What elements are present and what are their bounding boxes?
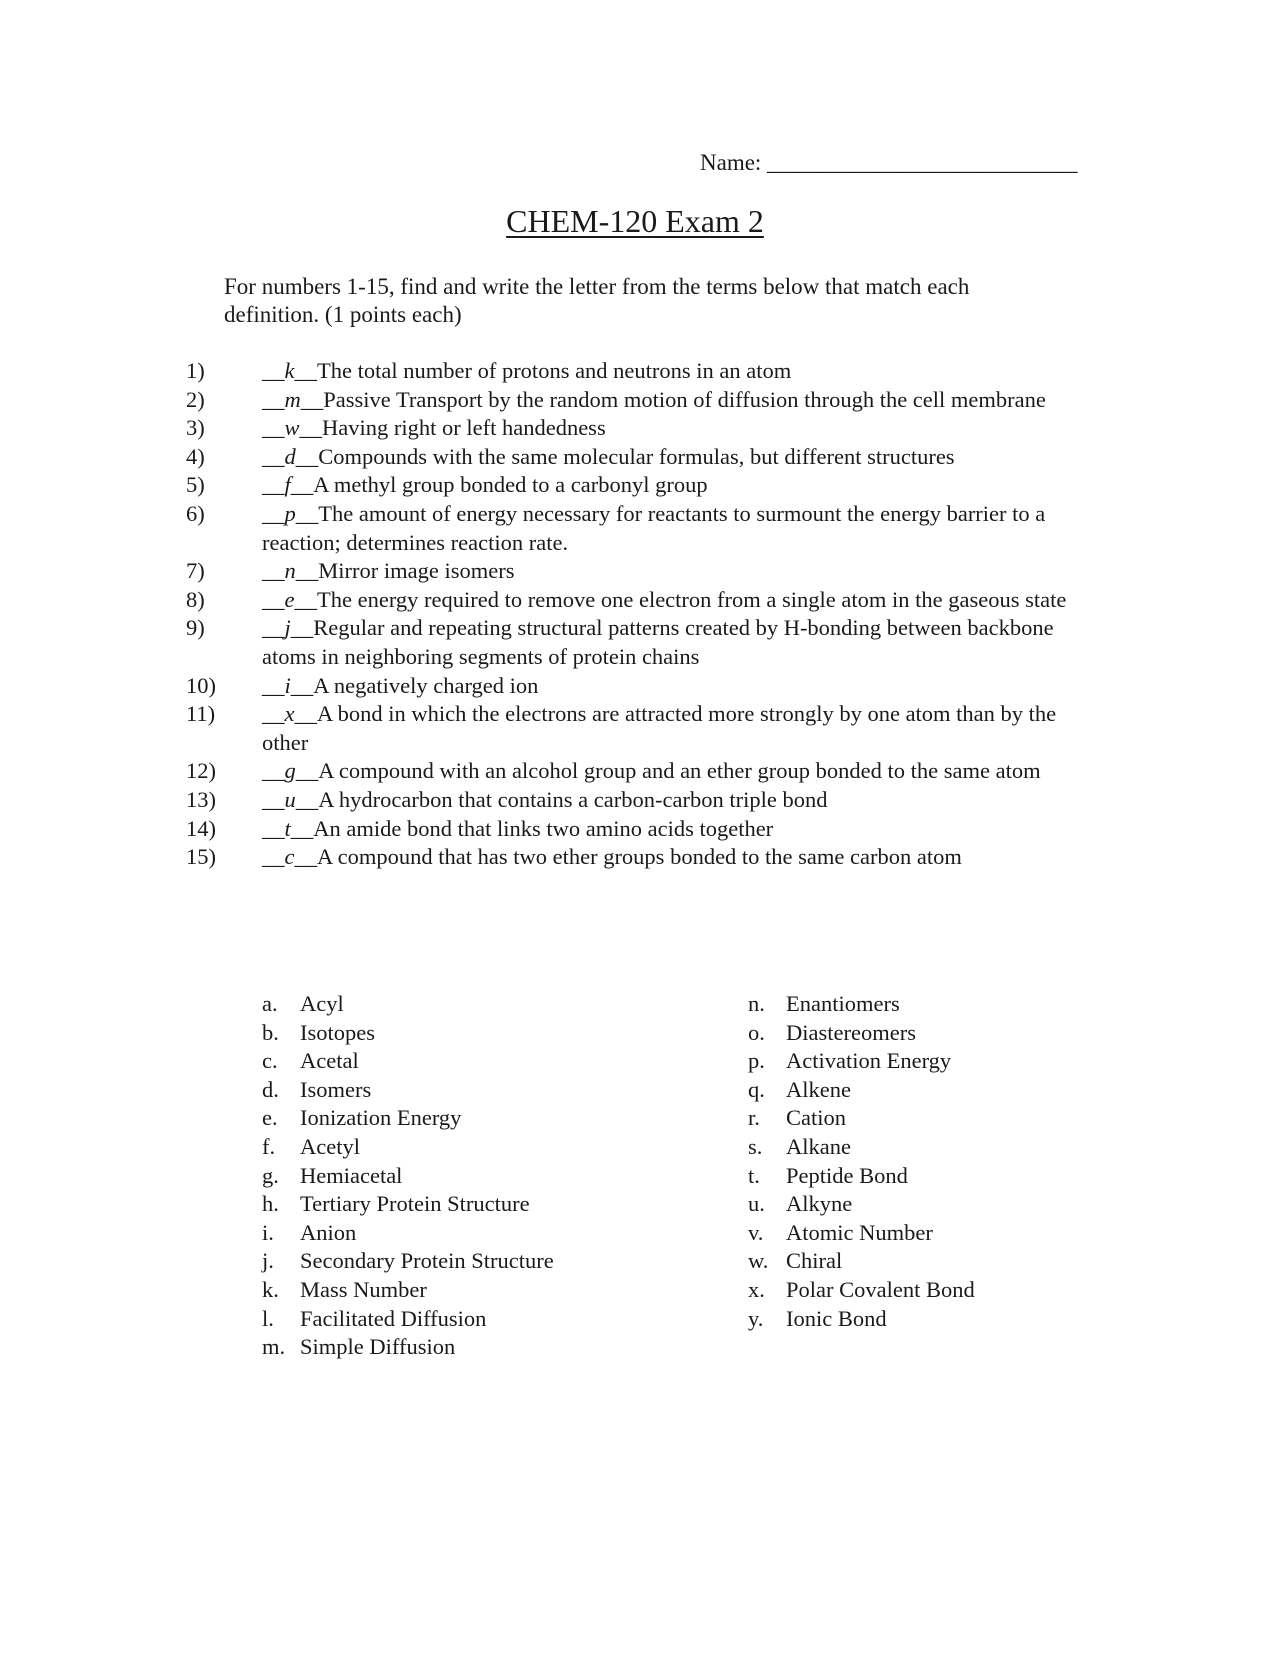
question-text: A compound that has two ether groups bonded to the same carbon atom (317, 844, 962, 870)
question-item (0, 815, 1280, 844)
term-letter: m. (262, 1334, 286, 1360)
term-letter: t. (748, 1162, 760, 1188)
term-letter: g. (262, 1162, 279, 1188)
question-body: __f__A methyl group bonded to a carbonyl group (262, 472, 708, 498)
question-item (0, 786, 1280, 815)
term-letter: q. (748, 1076, 765, 1102)
term-letter: j. (262, 1248, 274, 1274)
term-item (748, 1076, 975, 1105)
question-body: __n__Mirror image isomers (262, 558, 515, 584)
question-item (0, 500, 1280, 557)
term-letter: r. (748, 1105, 760, 1131)
question-item (0, 757, 1280, 786)
term-item (748, 1190, 975, 1219)
answer-letter: t (284, 815, 291, 841)
term-item (748, 1305, 975, 1334)
term-label: Ionic Bond (786, 1305, 887, 1331)
term-item (748, 1276, 975, 1305)
term-label: Ionization Energy (300, 1105, 462, 1131)
answer-letter: d (284, 443, 296, 469)
question-text: A methyl group bonded to a carbonyl group (313, 472, 708, 498)
term-label: Alkane (786, 1133, 851, 1159)
term-label: Activation Energy (786, 1048, 952, 1074)
term-letter: b. (262, 1019, 279, 1045)
question-number: 7) (186, 558, 205, 584)
question-number: 8) (186, 586, 205, 612)
term-label: Simple Diffusion (300, 1334, 456, 1360)
terms-list-left (262, 990, 554, 1362)
question-text: Mirror image isomers (318, 558, 515, 584)
question-body: __d__Compounds with the same molecular formulas, but different structures (262, 443, 955, 469)
question-body: __m__Passive Transport by the random motion of diffusion through the cell membrane (262, 386, 1046, 412)
question-body: __i__A negatively charged ion (262, 672, 539, 698)
term-letter: a. (262, 991, 278, 1016)
question-item (0, 357, 1280, 386)
term-letter: s. (748, 1133, 763, 1159)
term-item (748, 990, 975, 1019)
question-number: 11) (186, 701, 216, 727)
term-item (262, 1162, 554, 1191)
term-item (748, 1162, 975, 1191)
term-letter: o. (748, 1019, 765, 1045)
question-list (0, 357, 1280, 872)
term-label: Alkyne (786, 1191, 853, 1217)
question-number: 12) (186, 758, 216, 784)
answer-letter: f (284, 472, 291, 498)
term-letter: e. (262, 1105, 278, 1131)
term-label: Mass Number (300, 1276, 427, 1302)
answer-letter: k (284, 358, 295, 383)
question-item (0, 700, 1280, 757)
term-label: Acyl (300, 991, 344, 1016)
term-label: Facilitated Diffusion (300, 1305, 487, 1331)
term-label: Diastereomers (786, 1019, 916, 1045)
question-number: 3) (186, 415, 205, 441)
question-body: __w__Having right or left handedness (262, 415, 606, 441)
question-body: __g__A compound with an alcohol group and an ether group bonded to the same atom (262, 758, 1041, 784)
question-text: Compounds with the same molecular formulas, but different structures (318, 443, 955, 469)
question-item (0, 843, 1280, 872)
question-body: __t__An amide bond that links two amino acids together (262, 815, 774, 841)
question-text: A bond in which the electrons are attracted more strongly by one atom than by the other (262, 701, 1057, 755)
term-label: Peptide Bond (786, 1162, 908, 1188)
term-item (748, 1133, 975, 1162)
answer-letter: p (284, 500, 296, 526)
answer-letter: g (284, 758, 296, 784)
term-item (262, 1047, 554, 1076)
term-label: Isomers (300, 1076, 372, 1102)
answer-letter: n (284, 558, 296, 584)
question-number: 13) (186, 786, 216, 812)
term-letter: f. (262, 1133, 276, 1159)
term-label: Chiral (786, 1248, 843, 1274)
term-label: Acetyl (300, 1133, 360, 1159)
question-number: 6) (186, 500, 205, 526)
term-label: Atomic Number (786, 1219, 933, 1245)
term-label: Anion (300, 1219, 357, 1245)
term-label: Secondary Protein Structure (300, 1248, 554, 1274)
question-text: A compound with an alcohol group and an ether group bonded to the same atom (318, 758, 1041, 784)
term-label: Alkene (786, 1076, 851, 1102)
term-item (262, 990, 554, 1019)
term-letter: l. (262, 1305, 274, 1331)
term-item (748, 1104, 975, 1133)
answer-letter: w (284, 415, 300, 441)
question-item (0, 557, 1280, 586)
question-text: Passive Transport by the random motion of diffusion through the cell membrane (323, 386, 1046, 412)
question-number: 14) (186, 815, 216, 841)
term-letter: v. (748, 1219, 764, 1245)
term-item (262, 1019, 554, 1048)
question-body: __e__The energy required to remove one electron from a single atom in the gaseous state (262, 586, 1067, 612)
term-item (262, 1247, 554, 1276)
question-number: 4) (186, 443, 205, 469)
question-text: The total number of protons and neutrons in an atom (317, 358, 792, 383)
question-item (0, 586, 1280, 615)
question-text: The energy required to remove one electron from a single atom in the gaseous state (317, 586, 1067, 612)
term-label: Polar Covalent Bond (786, 1276, 975, 1302)
question-number: 1) (186, 358, 205, 383)
term-item (262, 1333, 554, 1362)
question-item (0, 414, 1280, 443)
question-text: An amide bond that links two amino acids together (313, 815, 774, 841)
term-item (262, 1276, 554, 1305)
term-item (262, 1219, 554, 1248)
question-number: 10) (186, 672, 216, 698)
term-label: Cation (786, 1105, 846, 1131)
question-number: 15) (186, 844, 216, 870)
name-field-label: Name: ___________________________ (700, 150, 1078, 175)
term-label: Hemiacetal (300, 1162, 403, 1188)
question-body: __k__The total number of protons and neutrons in an atom (262, 358, 792, 383)
answer-letter: i (284, 672, 291, 698)
question-item (0, 386, 1280, 415)
answer-letter: j (284, 615, 291, 641)
term-item (262, 1305, 554, 1334)
term-letter: k. (262, 1276, 279, 1302)
question-item (0, 614, 1280, 671)
question-text: Regular and repeating structural patterns created by H-bonding between backbone atoms in neighboring segments of protein chains (262, 615, 1054, 669)
answer-letter: x (284, 701, 295, 727)
term-item (748, 1019, 975, 1048)
page-title: CHEM-120 Exam 2 (506, 203, 764, 239)
question-number: 5) (186, 472, 205, 498)
question-body: __x__A bond in which the electrons are attracted more strongly by one atom than by the other (262, 701, 1057, 755)
question-item (0, 471, 1280, 500)
answer-letter: e (284, 586, 295, 612)
term-letter: x. (748, 1276, 765, 1302)
term-letter: c. (262, 1048, 278, 1074)
term-letter: n. (748, 991, 765, 1016)
term-item (748, 1219, 975, 1248)
term-label: Isotopes (300, 1019, 375, 1045)
question-item (0, 672, 1280, 701)
term-letter: u. (748, 1191, 765, 1217)
term-label: Acetal (300, 1048, 359, 1074)
term-label: Enantiomers (786, 991, 900, 1016)
term-item (748, 1247, 975, 1276)
question-body: __u__A hydrocarbon that contains a carbon-carbon triple bond (262, 786, 828, 812)
terms-list-right (748, 990, 975, 1333)
term-letter: h. (262, 1191, 279, 1217)
instructions-text: For numbers 1-15, find and write the letter from the terms below that match each definition. (1 points each) (224, 274, 970, 327)
question-text: A negatively charged ion (313, 672, 539, 698)
answer-letter: m (284, 386, 301, 412)
question-number: 9) (186, 615, 205, 641)
question-number: 2) (186, 386, 205, 412)
term-item (262, 1076, 554, 1105)
question-body: __j__Regular and repeating structural patterns created by H-bonding between backbone atoms in neighboring segments of protein chains (262, 615, 1054, 669)
term-letter: y. (748, 1305, 764, 1331)
question-body: __c__A compound that has two ether groups bonded to the same carbon atom (262, 844, 962, 870)
question-body: __p__The amount of energy necessary for reactants to surmount the energy barrier to a reaction; determines reaction rate. (262, 500, 1046, 555)
term-item (262, 1190, 554, 1219)
question-text: The amount of energy necessary for reactants to surmount the energy barrier to a reaction; determines reaction rate. (262, 500, 1046, 555)
term-letter: p. (748, 1048, 765, 1074)
answer-letter: u (284, 786, 296, 812)
answer-letter: c (284, 844, 295, 870)
term-item (262, 1104, 554, 1133)
term-item (748, 1047, 975, 1076)
question-text: Having right or left handedness (322, 415, 606, 441)
term-letter: w. (748, 1248, 769, 1274)
term-letter: d. (262, 1076, 279, 1102)
term-label: Tertiary Protein Structure (300, 1191, 530, 1217)
term-item (262, 1133, 554, 1162)
question-item (0, 443, 1280, 472)
question-text: A hydrocarbon that contains a carbon-carbon triple bond (318, 786, 828, 812)
term-letter: i. (262, 1219, 274, 1245)
